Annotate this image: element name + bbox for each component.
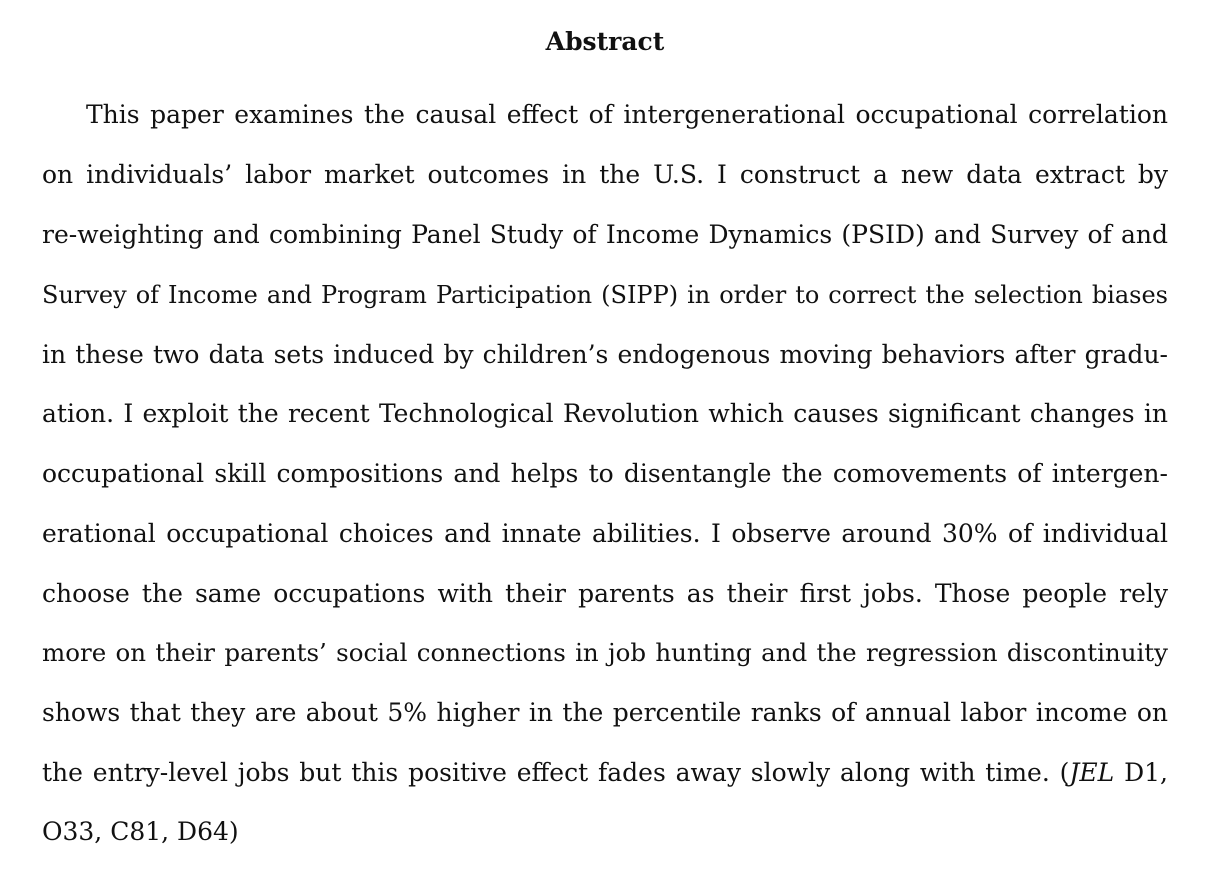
abstract-line-text: the entry-level jobs but this positive effect fades away slowly along with time. (	[42, 758, 1070, 787]
abstract-line: shows that they are about 5% higher in the percentile ranks of annual labor income on	[42, 698, 1168, 727]
abstract-line: This paper examines the causal effect of intergenerational occupational correlation	[86, 100, 1168, 129]
jel-codes-end: O33, C81, D64)	[42, 817, 239, 846]
abstract-line: Survey of Income and Program Participation (SIPP) in order to correct the selection biases	[42, 281, 1168, 309]
abstract-line: ation. I exploit the recent Technological Revolution which causes significant changes in	[42, 399, 1168, 428]
abstract-line: choose the same occupations with their parents as their first jobs. Those people rely	[42, 579, 1168, 608]
abstract-line: erational occupational choices and innate abilities. I observe around 30% of individual	[42, 519, 1168, 548]
abstract-line: occupational skill compositions and helps to disentangle the comovements of intergen-	[42, 459, 1168, 488]
abstract-line-jel	[42, 743, 1168, 803]
jel-codes-start: D1,	[1114, 758, 1169, 787]
abstract-heading: Abstract	[545, 27, 665, 56]
abstract-line: re-weighting and combining Panel Study of Income Dynamics (PSID) and Survey of and	[42, 220, 1168, 249]
abstract-line: more on their parents’ social connections in job hunting and the regression discontinuity	[42, 638, 1168, 667]
jel-label: JEL	[1069, 758, 1115, 787]
abstract-line: in these two data sets induced by children’s endogenous moving behaviors after gradu-	[42, 340, 1168, 369]
abstract-line: on individuals’ labor market outcomes in the U.S. I construct a new data extract by	[42, 160, 1168, 189]
